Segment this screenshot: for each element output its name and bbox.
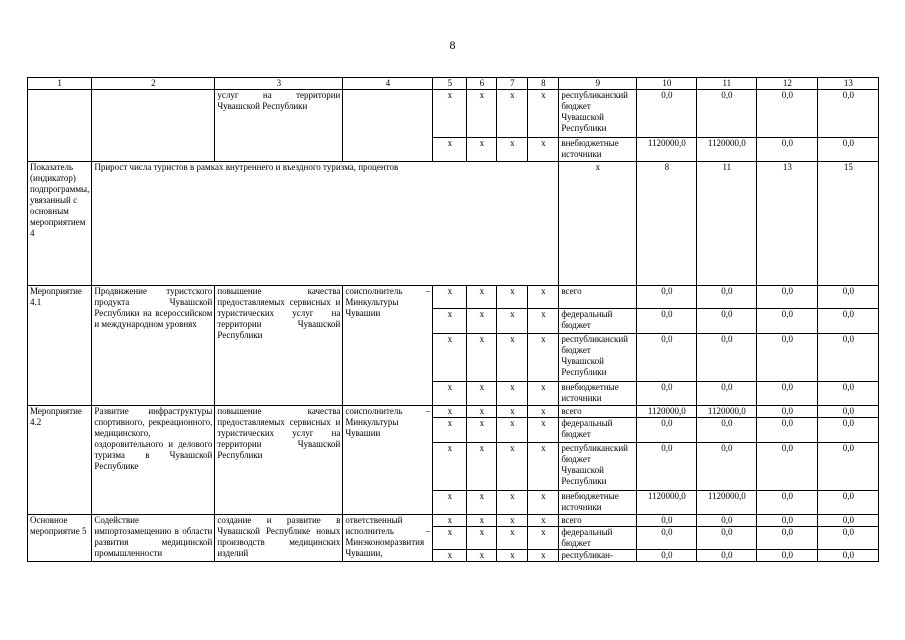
header-row	[28, 78, 879, 90]
goal-cell: услуг на территории Чувашской Республики	[215, 90, 343, 162]
column-number: 12	[757, 78, 818, 90]
measure-name: Продвижение туристского продукта Чувашской Республики на всероссийском и международном уровнях	[92, 286, 215, 406]
column-number: 8	[528, 78, 559, 90]
value-v12: 0,0	[757, 309, 818, 334]
value-v11: 0,0	[697, 309, 757, 334]
indicator-x: x	[559, 162, 637, 286]
column-number: 3	[215, 78, 343, 90]
x-mark: x	[497, 286, 528, 309]
value-v13: 0,0	[818, 443, 879, 491]
x-mark: x	[467, 90, 497, 138]
value-v10: 0,0	[637, 550, 697, 562]
measure-goal: повышение качества предоставляемых сервисных и туристических услуг на территории Чувашской Республики	[215, 286, 343, 406]
x-mark: x	[467, 334, 497, 382]
x-mark: x	[433, 334, 467, 382]
value-v13: 0,0	[818, 550, 879, 562]
funding-source: федеральный бюджет	[559, 309, 637, 334]
funding-source: всего	[559, 286, 637, 309]
x-mark: x	[433, 418, 467, 443]
funding-source: республикан-	[559, 550, 637, 562]
x-mark: x	[497, 406, 528, 418]
value-v10: 0,0	[637, 527, 697, 550]
funding-source: республиканский бюджет Чувашской Республики	[559, 90, 637, 138]
funding-source: федеральный бюджет	[559, 527, 637, 550]
value-v11: 0,0	[697, 550, 757, 562]
x-mark: x	[433, 443, 467, 491]
value-v12: 0,0	[757, 138, 818, 162]
x-mark: x	[467, 138, 497, 162]
x-mark: x	[497, 309, 528, 334]
x-mark: x	[433, 406, 467, 418]
indicator-label: Показатель (индикатор) подпрограммы, увязанный с основным мероприятием 4	[28, 162, 92, 286]
value-v11: 0,0	[697, 90, 757, 138]
funding-source: республиканский бюджет Чувашской Республики	[559, 334, 637, 382]
x-mark: x	[528, 418, 559, 443]
x-mark: x	[497, 527, 528, 550]
value-v12: 0,0	[757, 491, 818, 515]
x-mark: x	[528, 334, 559, 382]
x-mark: x	[467, 443, 497, 491]
column-number: 10	[637, 78, 697, 90]
x-mark: x	[433, 309, 467, 334]
indicator-v12: 13	[757, 162, 818, 286]
value-v11: 0,0	[697, 418, 757, 443]
executor-cell	[343, 90, 433, 162]
x-mark: x	[528, 491, 559, 515]
funding-source: федеральный бюджет	[559, 418, 637, 443]
measure-name: Содействие импортозамещению в области развития медицинской промышленности	[92, 515, 215, 562]
x-mark: x	[467, 406, 497, 418]
value-v11: 0,0	[697, 382, 757, 406]
value-v11: 1120000,0	[697, 406, 757, 418]
x-mark: x	[467, 527, 497, 550]
indicator-text: Прирост числа туристов в рамках внутреннего и въездного туризма, процентов	[92, 162, 559, 286]
x-mark: x	[528, 382, 559, 406]
value-v10: 1120000,0	[637, 138, 697, 162]
name-cell	[92, 90, 215, 162]
x-mark: x	[497, 515, 528, 527]
measure-label: Основное мероприятие 5	[28, 515, 92, 562]
value-v13: 0,0	[818, 515, 879, 527]
funding-source: республиканский бюджет Чувашской Республики	[559, 443, 637, 491]
x-mark: x	[467, 309, 497, 334]
x-mark: x	[433, 550, 467, 562]
measure-name: Развитие инфраструктуры спортивного, рекреационного, медицинского, оздоровительного и делового туризма в Чувашской Республике	[92, 406, 215, 515]
value-v13: 0,0	[818, 418, 879, 443]
indicator-row	[28, 162, 879, 286]
x-mark: x	[497, 334, 528, 382]
value-v13: 0,0	[818, 286, 879, 309]
value-v13: 0,0	[818, 406, 879, 418]
funding-row	[28, 515, 879, 527]
x-mark: x	[497, 550, 528, 562]
funding-source: внебюджетные источники	[559, 138, 637, 162]
value-v10: 0,0	[637, 443, 697, 491]
column-number: 7	[497, 78, 528, 90]
value-v11: 1120000,0	[697, 491, 757, 515]
x-mark: x	[528, 527, 559, 550]
value-v10: 0,0	[637, 90, 697, 138]
column-number: 2	[92, 78, 215, 90]
x-mark: x	[467, 491, 497, 515]
value-v12: 0,0	[757, 286, 818, 309]
x-mark: x	[497, 382, 528, 406]
measure-label: Мероприятие 4.2	[28, 406, 92, 515]
measure-executor: соисполнитель – Минкультуры Чувашии	[343, 286, 433, 406]
x-mark: x	[467, 550, 497, 562]
value-v10: 0,0	[637, 309, 697, 334]
x-mark: x	[467, 286, 497, 309]
x-mark: x	[528, 443, 559, 491]
value-v12: 0,0	[757, 527, 818, 550]
measure-goal: повышение качества предоставляемых сервисных и туристических услуг на территории Чувашской Республики	[215, 406, 343, 515]
funding-source: всего	[559, 406, 637, 418]
page-number: 8	[449, 38, 456, 52]
funding-source: внебюджетные источники	[559, 382, 637, 406]
column-number: 13	[818, 78, 879, 90]
measure-executor: соисполнитель – Минкультуры Чувашии	[343, 406, 433, 515]
column-number: 9	[559, 78, 637, 90]
value-v11: 0,0	[697, 515, 757, 527]
column-number: 11	[697, 78, 757, 90]
value-v11: 0,0	[697, 443, 757, 491]
value-v10: 0,0	[637, 515, 697, 527]
x-mark: x	[528, 286, 559, 309]
x-mark: x	[433, 286, 467, 309]
value-v13: 0,0	[818, 138, 879, 162]
value-v12: 0,0	[757, 382, 818, 406]
indicator-v13: 15	[818, 162, 879, 286]
value-v12: 0,0	[757, 90, 818, 138]
x-mark: x	[433, 90, 467, 138]
x-mark: x	[528, 138, 559, 162]
value-v10: 0,0	[637, 382, 697, 406]
column-number: 5	[433, 78, 467, 90]
value-v12: 0,0	[757, 334, 818, 382]
value-v10: 0,0	[637, 418, 697, 443]
funding-source: всего	[559, 515, 637, 527]
x-mark: x	[433, 138, 467, 162]
value-v12: 0,0	[757, 515, 818, 527]
x-mark: x	[497, 491, 528, 515]
x-mark: x	[497, 90, 528, 138]
x-mark: x	[528, 550, 559, 562]
x-mark: x	[433, 491, 467, 515]
column-number: 1	[28, 78, 92, 90]
funding-row	[28, 286, 879, 309]
x-mark: x	[433, 515, 467, 527]
indicator-v11: 11	[697, 162, 757, 286]
x-mark: x	[467, 515, 497, 527]
value-v11: 0,0	[697, 527, 757, 550]
value-v12: 0,0	[757, 406, 818, 418]
x-mark: x	[497, 138, 528, 162]
value-v12: 0,0	[757, 443, 818, 491]
value-v11: 0,0	[697, 286, 757, 309]
value-v13: 0,0	[818, 382, 879, 406]
x-mark: x	[528, 515, 559, 527]
program-table	[27, 77, 879, 562]
value-v10: 1120000,0	[637, 406, 697, 418]
x-mark: x	[528, 309, 559, 334]
value-v13: 0,0	[818, 527, 879, 550]
x-mark: x	[497, 418, 528, 443]
x-mark: x	[433, 527, 467, 550]
value-v11: 1120000,0	[697, 138, 757, 162]
x-mark: x	[433, 382, 467, 406]
value-v10: 0,0	[637, 286, 697, 309]
value-v13: 0,0	[818, 334, 879, 382]
x-mark: x	[467, 382, 497, 406]
x-mark: x	[497, 443, 528, 491]
measure-executor: ответственный исполнитель – Минэкономразвития Чувашии,	[343, 515, 433, 562]
funding-source: внебюджетные источники	[559, 491, 637, 515]
column-number: 4	[343, 78, 433, 90]
value-v12: 0,0	[757, 550, 818, 562]
value-v10: 0,0	[637, 334, 697, 382]
value-v11: 0,0	[697, 334, 757, 382]
continuation-row	[28, 90, 879, 138]
indicator-v10: 8	[637, 162, 697, 286]
measure-goal: создание и развитие в Чувашской Республике новых производств медицинских изделий	[215, 515, 343, 562]
funding-row	[28, 406, 879, 418]
value-v12: 0,0	[757, 418, 818, 443]
label-cell	[28, 90, 92, 162]
column-number: 6	[467, 78, 497, 90]
value-v13: 0,0	[818, 491, 879, 515]
value-v13: 0,0	[818, 90, 879, 138]
value-v10: 1120000,0	[637, 491, 697, 515]
x-mark: x	[528, 406, 559, 418]
x-mark: x	[467, 418, 497, 443]
x-mark: x	[528, 90, 559, 138]
measure-label: Мероприятие 4.1	[28, 286, 92, 406]
value-v13: 0,0	[818, 309, 879, 334]
